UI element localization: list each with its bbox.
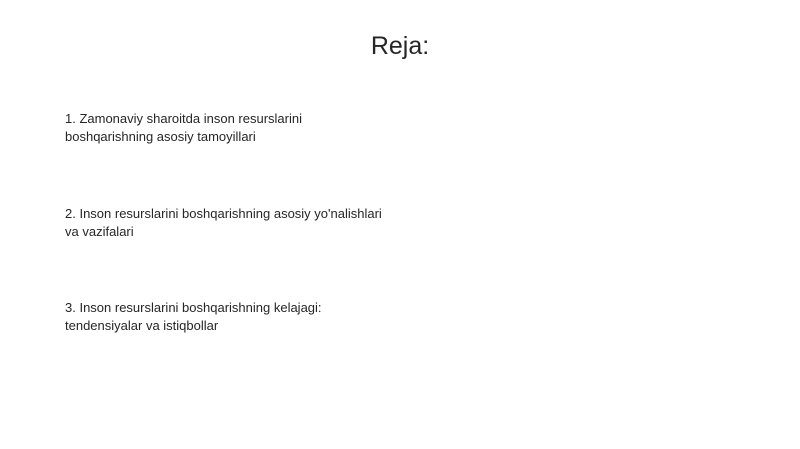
slide-title: Reja: [370,32,430,60]
plan-item-3-line-2: tendensiyalar va istiqbollar [65,318,219,333]
plan-item-3 [65,299,425,335]
plan-item-2-line-1: 2. Inson resurslarini boshqarishning asosiy yo'nalishlari [65,206,382,221]
plan-item-1-line-2: boshqarishning asosiy tamoyillari [65,129,256,144]
plan-item-2 [65,205,425,241]
plan-item-3-line-1: 3. Inson resurslarini boshqarishning kelajagi: [65,300,322,315]
plan-item-1-line-1: 1. Zamonaviy sharoitda inson resurslarini [65,111,302,126]
plan-item-2-line-2: va vazifalari [65,224,134,239]
plan-item-1 [65,110,425,146]
